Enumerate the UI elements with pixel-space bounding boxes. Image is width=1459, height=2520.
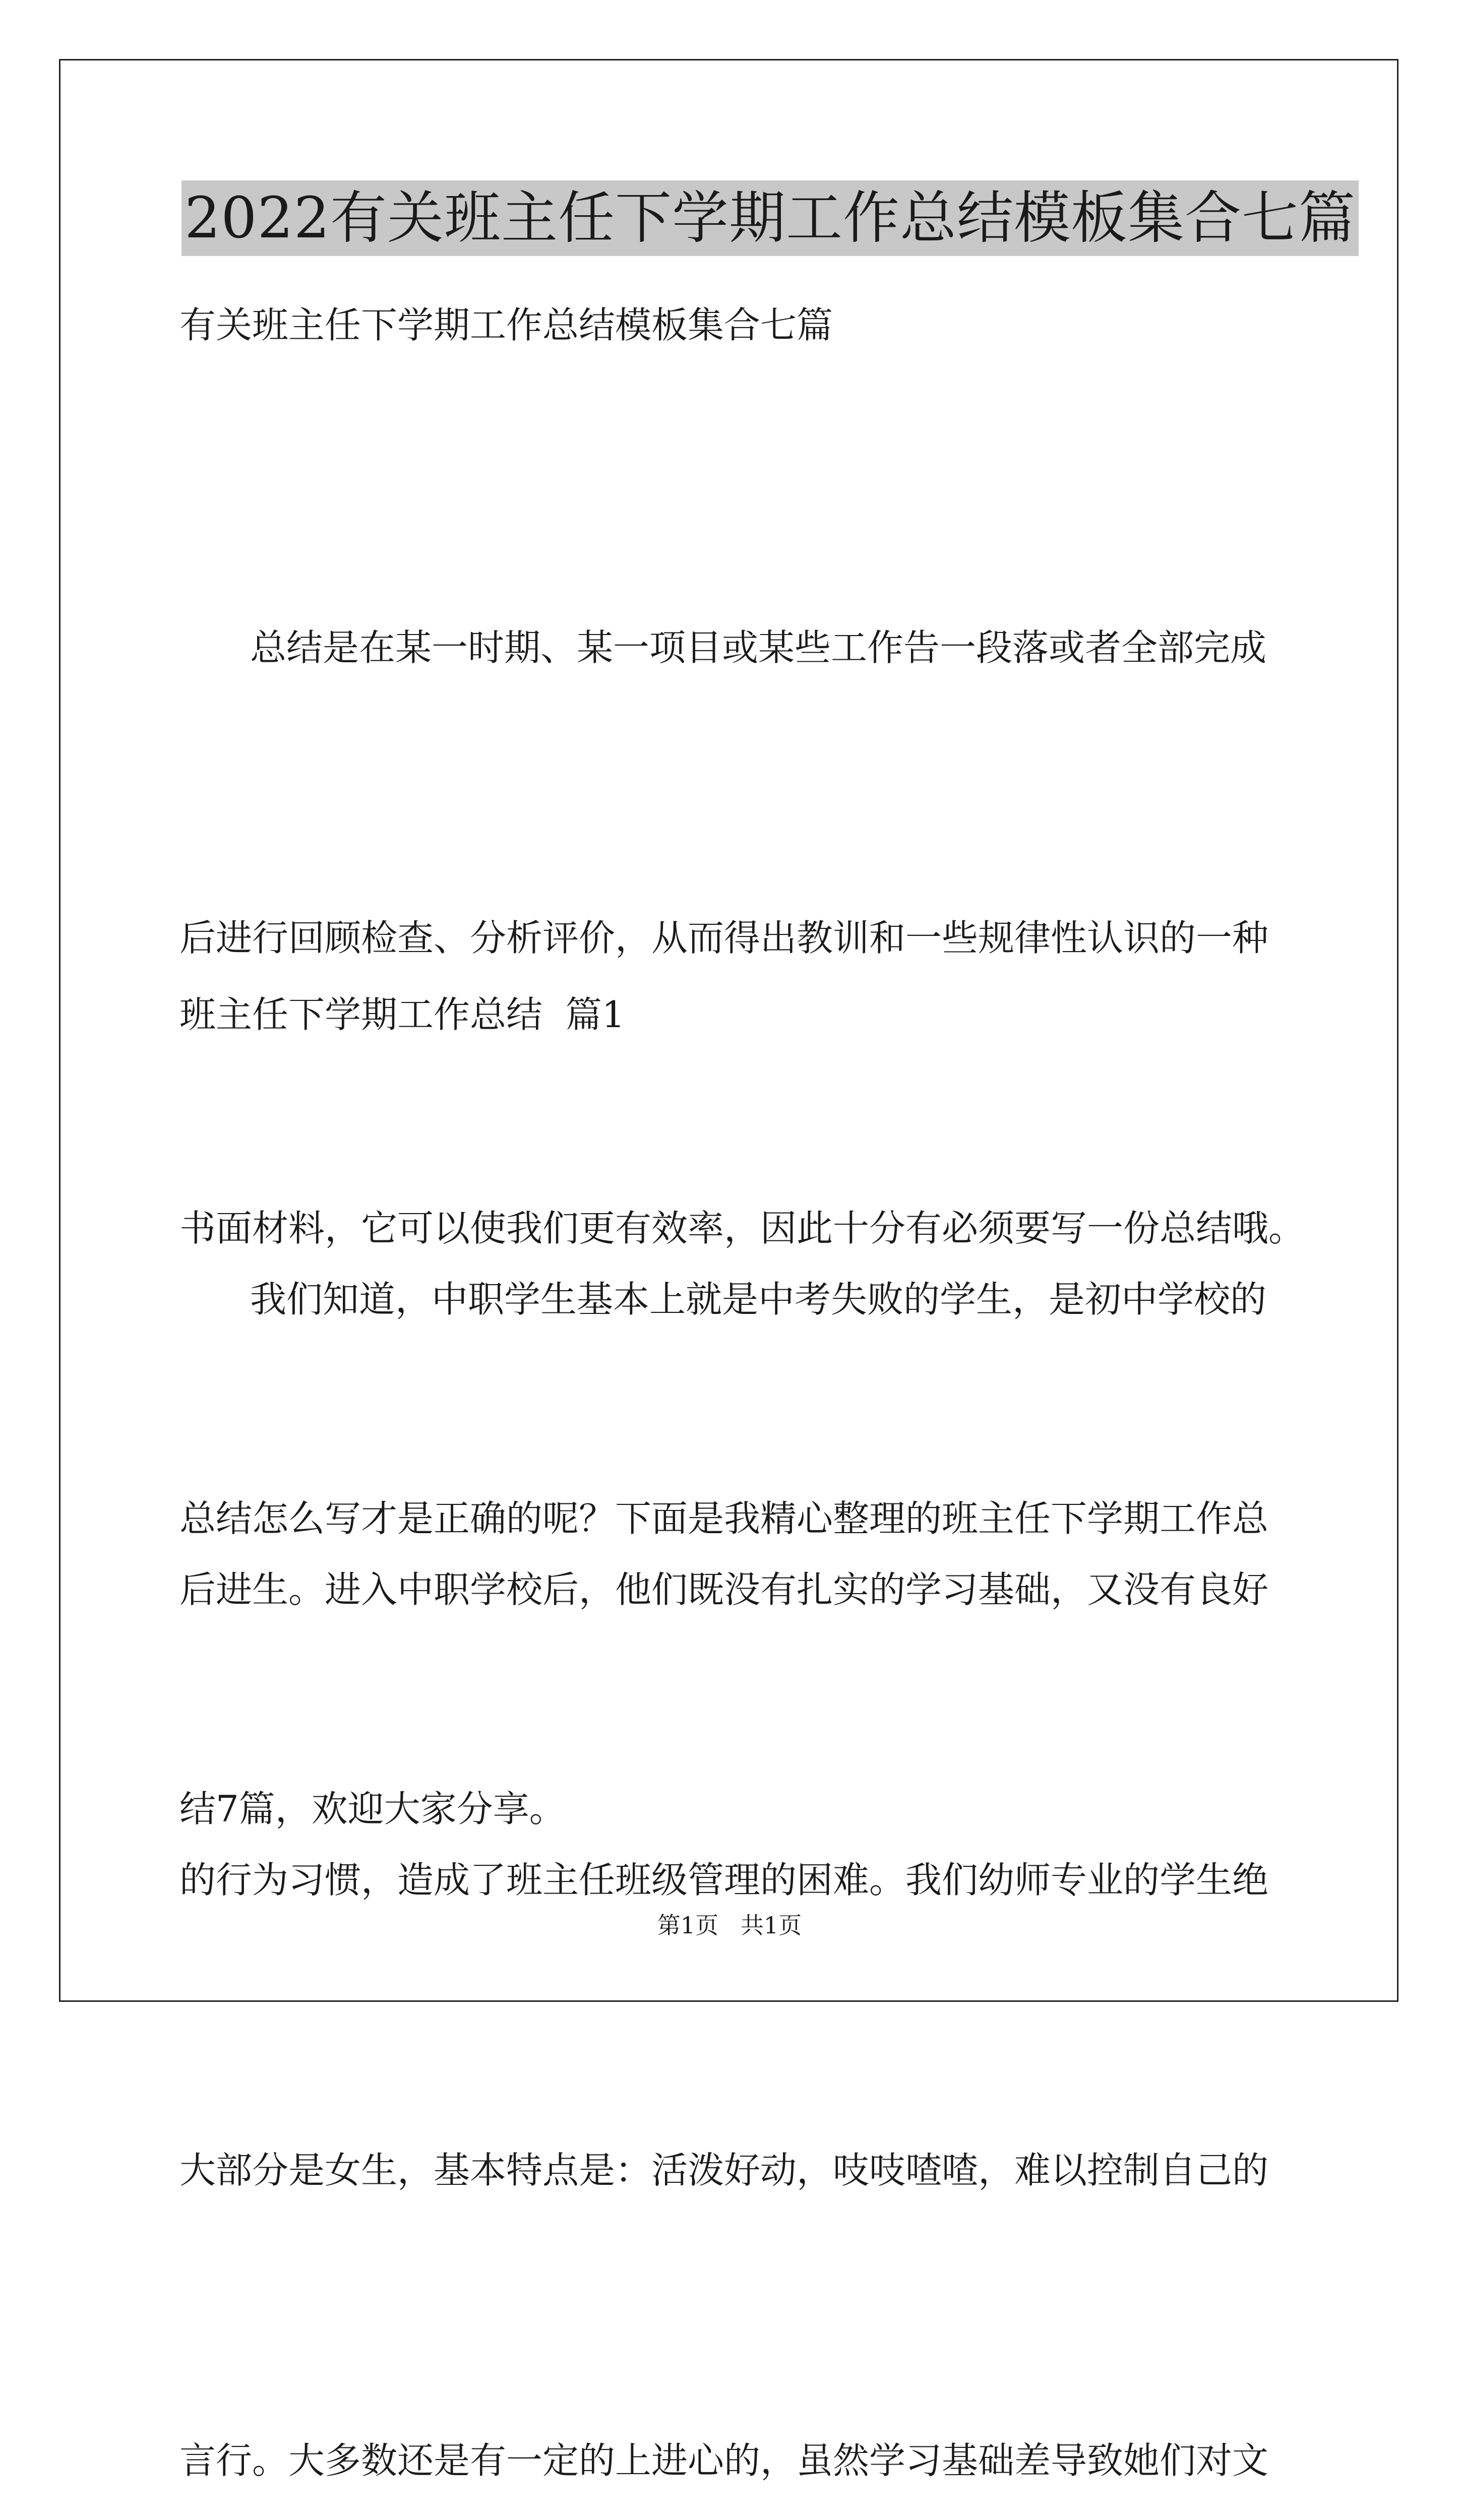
section-line: 的行为习惯，造成了班主任班级管理的困难。我们幼师专业的学生绝 (179, 1859, 1269, 1901)
section-line: 大部分是女生，基本特点是：活泼好动，吱吱喳喳，难以控制自己的 (179, 2149, 1269, 2191)
section-heading: 班主任下学期工作总结 篇1 (179, 993, 625, 1036)
intro-line: 书面材料，它可以使我们更有效率，因此十分有必须要写一份总结哦。 (179, 1207, 1305, 1249)
intro-line: 后进行回顾检查、分析评价，从而得出教训和一些规律性认识的一种 (179, 917, 1269, 959)
page-number-footer: 第1页 共1页 (657, 1912, 802, 1939)
intro-line: 总结怎么写才是正确的呢？下面是我精心整理的班主任下学期工作总 (179, 1497, 1269, 1540)
section-paragraph (179, 1057, 1305, 2520)
intro-line: 总结是在某一时期、某一项目或某些工作告一段落或者全部完成 (250, 626, 1267, 669)
document-subtitle: 有关班主任下学期工作总结模板集合七篇 (179, 304, 833, 346)
section-line: 言行。大多数还是有一定的上进心的，虽然学习基础差导致她们对文 (179, 2439, 1269, 2482)
section-line: 后进生。进入中职学校后，他们既没有扎实的学习基础，又没有良好 (179, 1568, 1269, 1611)
section-line: 我们知道，中职学生基本上就是中考失败的学生，是初中学校的 (250, 1278, 1267, 1320)
intro-line: 结7篇，欢迎大家分享。 (179, 1788, 566, 1830)
document-title: 2022有关班主任下学期工作总结模板集合七篇 (181, 180, 1359, 256)
